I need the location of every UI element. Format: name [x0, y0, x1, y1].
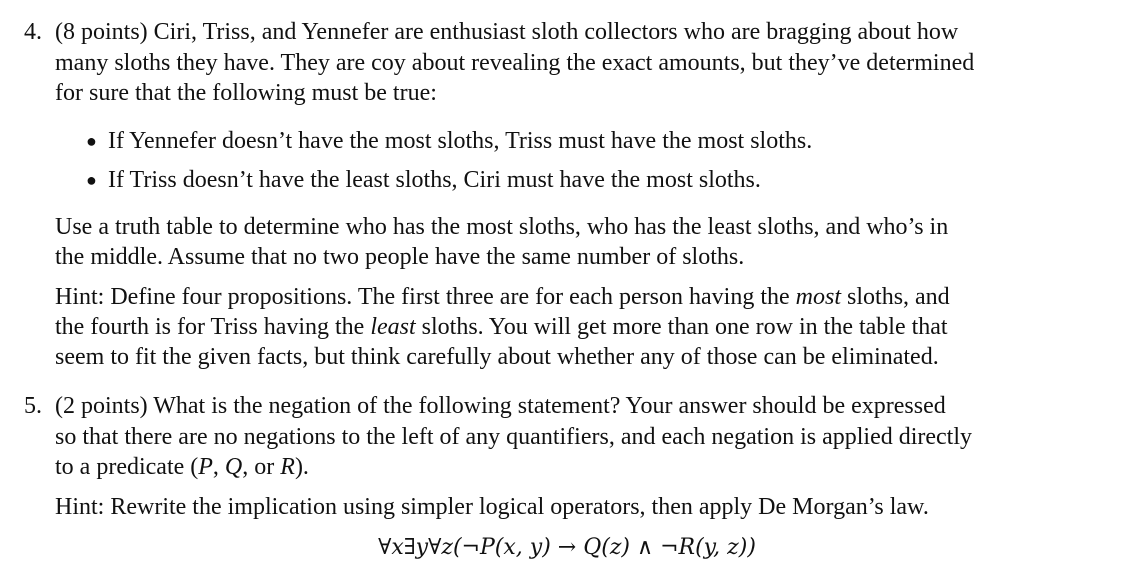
- bullet-icon: ●: [86, 170, 97, 190]
- problem-4-line-3: for sure that the following must be true:: [55, 80, 437, 106]
- problem-5-number: 5.: [24, 393, 42, 419]
- problem-4-number: 4.: [24, 19, 42, 45]
- problem-5-line-1: (2 points) What is the negation of the following statement? Your answer should be expressed: [55, 393, 946, 419]
- instruction-line-1: Use a truth table to determine who has the most sloths, who has the least sloths, and who’s in: [55, 214, 949, 240]
- instruction-line-2: the middle. Assume that no two people have the same number of sloths.: [55, 244, 745, 270]
- problem-5-line-3: to a predicate (P, Q, or R).: [55, 454, 309, 480]
- bullet-icon: ●: [86, 131, 97, 151]
- hint-4-line-3: seem to fit the given facts, but think carefully about whether any of those can be eliminated.: [55, 344, 939, 370]
- condition-1: If Yennefer doesn’t have the most sloths, Triss must have the most sloths.: [108, 128, 813, 154]
- condition-2: If Triss doesn’t have the least sloths, Ciri must have the most sloths.: [108, 167, 761, 193]
- hint-4-line-1: Hint: Define four propositions. The first three are for each person having the most sloths, and: [55, 284, 950, 310]
- problem-4-line-1: (8 points) Ciri, Triss, and Yennefer are enthusiast sloth collectors who are bragging about how: [55, 19, 959, 45]
- emphasis-least: least: [370, 314, 416, 340]
- hint-4-line-2: the fourth is for Triss having the least sloths. You will get more than one row in the table that: [55, 314, 948, 340]
- problem-4-line-2: many sloths they have. They are coy about revealing the exact amounts, but they’ve determined: [55, 50, 975, 76]
- logic-formula: ∀x∃y∀z(¬P(x, y) → Q(z) ∧ ¬R(y, z)): [378, 535, 756, 560]
- emphasis-most: most: [795, 284, 842, 310]
- problem-5-line-2: so that there are no negations to the left of any quantifiers, and each negation is applied directly: [55, 424, 973, 450]
- hint-5: Hint: Rewrite the implication using simpler logical operators, then apply De Morgan’s law.: [55, 494, 929, 520]
